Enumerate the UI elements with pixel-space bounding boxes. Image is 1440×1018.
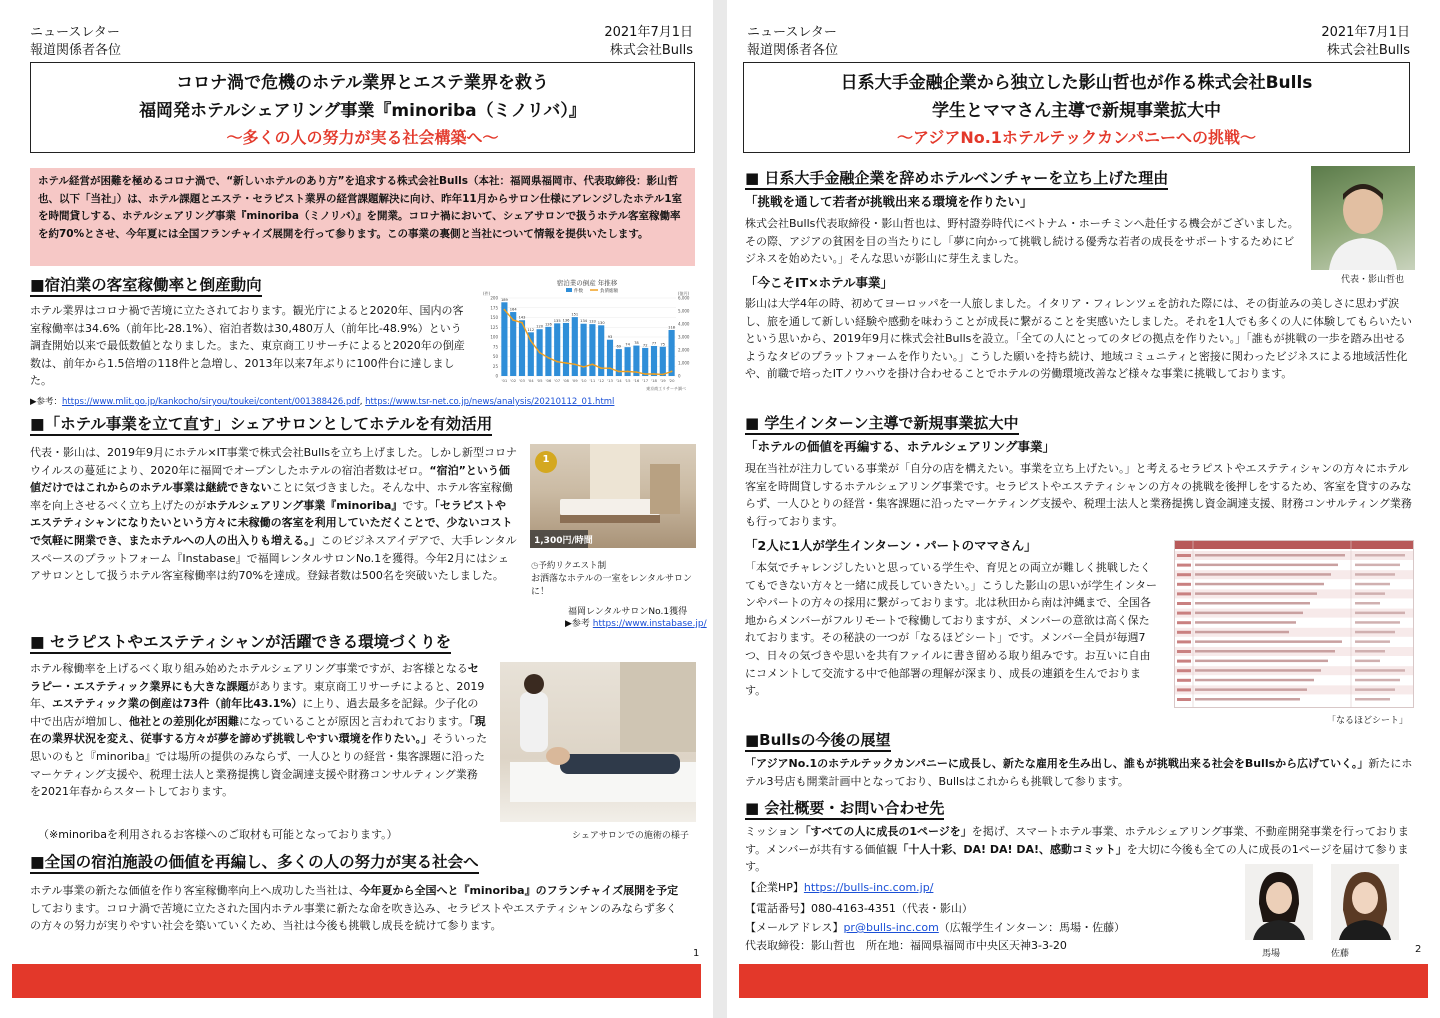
sheet-caption: 「なるほどシート」 [1327,716,1409,726]
x-tick-label: '17 [642,378,649,383]
newsletter-label: ニュースレター [30,25,120,40]
lead-summary: ホテル経営が困難を極めるコロナ渦で、“新しいホテルのあり方”を追求する株式会社Bulls（本社：福岡県福岡市、代表取締役：影山哲也、以下「当社」）は、ホテル課題とエステ・セラピスト業界の経営課題解決に向け、昨年11月からサロン仕様にアレンジしたホテル1室を時間貸しする、ホテルシェアリング事業『minoriba（ミノリバ）』を開業。コロナ禍において、シェアサロンで扱うホテル客室稼働率を約70%とさせ、今年夏には全国フランチャイズ展開を行って参ります。この事業の裏側と当社について情報を提供いたします。 [30,168,695,266]
sheet-cell [1195,583,1324,586]
y-tick-label: 125 [490,324,498,330]
hp-line [745,879,1245,897]
hp-link[interactable]: https://bulls-inc.com.jp/ [803,881,934,894]
debt-point [618,371,620,373]
values-text: 「十人十彩、DA! DA! DA!、感動コミット」 [897,842,1127,856]
page-number: 1 [693,948,700,959]
sheet-cell [1177,660,1191,663]
s2-text-a: 代表・影山は、2019年9月にホテル×IT事業で株式会社Bullsを立ち上げました。しかし新型コロナウイルスの蔓延により、2020年に福岡でオープンしたホテルの宿泊者数はゼロ。 [30,446,517,477]
naruhodo-sheet-image [1174,540,1414,708]
newsletter-page-1 [0,0,713,1018]
staff-photo-sato [1331,864,1399,940]
booking-note [531,559,606,571]
staff-portrait-sato [1331,864,1399,940]
debt-point [662,374,664,376]
ceo-portrait-illustration [1311,166,1415,270]
section-heading-therapists: ■ セラピストやエステティシャンが活躍できる環境づくりを [30,632,451,654]
mail-link[interactable]: pr@bulls-inc.com [843,921,939,934]
debt-point [671,371,673,373]
treatment-caption: シェアサロンでの施術の様子 [572,831,689,841]
salon-room-photo [530,444,696,548]
title-line-1: 日系大手金融企業から独立した影山哲也が作る株式会社Bulls [840,73,1313,93]
s3-text-f: 他社との差別化が困難 [129,714,239,728]
reference-line-1 [30,396,670,408]
bar-y08 [563,323,569,376]
mail-line [745,919,1245,937]
x-tick-label: '02 [510,378,517,383]
x-tick-label: '06 [545,378,552,383]
sheet-cell [1355,640,1390,643]
hp-label: 【企業HP】 [745,881,804,894]
header-right [1321,24,1410,60]
sheet-cell [1177,592,1191,595]
bar-value-label: 130 [597,320,605,325]
title-box [743,62,1410,153]
page-number: 2 [1415,944,1422,955]
x-tick-label: '15 [624,378,631,383]
subheading-staff: 「2人に1人が学生インターン・パートのママさん」 [745,538,1037,553]
title-line-2: 福岡発ホテルシェアリング事業『minoriba（ミノリバ）』 [139,101,586,121]
title-subtitle: 〜アジアNo.1ホテルテックカンパニーへの挑戦〜 [896,128,1257,147]
newsletter-page-2 [727,0,1440,1018]
sheet-header-row [1175,541,1414,549]
bar-value-label: 136 [562,318,570,323]
sheet-cell [1355,564,1400,567]
sheet-cell [1355,612,1405,615]
sheet-cell [1177,583,1191,586]
staff-photo-baba [1245,864,1313,940]
s3-text-c: があります。東京商工リサーチによると、2019年、 [30,679,485,711]
s3-text-b: セラピー・エステティック業界にも大きな課題 [30,662,479,693]
sheet-cell [1195,631,1289,634]
bar-value-label: 189 [500,297,508,302]
sheet-cell [1195,660,1328,663]
ceo-photo [1311,166,1415,270]
sheet-cell [1195,669,1321,672]
bar-value-label: 69 [616,344,622,349]
debt-point [539,352,541,354]
y-tick-label: 0 [495,373,498,379]
y2-tick-label: 1,000 [678,360,690,366]
x-tick-label: '13 [607,378,613,383]
y-tick-label: 175 [490,305,498,311]
debt-point [504,309,506,311]
bar-value-label: 143 [518,315,526,320]
reference-link-tsr[interactable]: https://www.tsr-net.co.jp/news/analysis/20210112_01.html [365,397,615,407]
sheet-cell [1355,573,1395,576]
treatment-photo [500,662,696,822]
s4-text-a: ホテル事業の新たな価値を作り客室稼働率向上へ成功した当社は、 [30,884,360,897]
y2-tick-label: 5,000 [678,308,690,314]
header-left [747,24,838,60]
bar-y10 [581,324,587,376]
section-body-hotel-sharing [30,444,517,630]
y2-tick-label: 4,000 [678,321,690,327]
right-axis-unit: (億円) [678,291,690,296]
sheet-cell [1355,650,1385,653]
sheet-cell [1177,621,1191,624]
mail-label: 【メールアドレス】 [745,921,844,934]
instabase-link[interactable]: https://www.instabase.jp/ [592,619,707,629]
body-hotel-sharing: 現在当社が注力している事業が「自分の店を構えたい。事業を立ち上げたい。」と考えるセラピストやエステティシャンの方々にホテル客室を時間貸しするホテルシェアリング事業です。セラピストやエステティシャンの方々の挑戦を後押しをするため、客室を貸すのみならず、一人ひとりの経営・集客課題に沿ったマーケティング支援や、税理士法人と業務提携し資金調達支援、財務コンサルティング業務も行っております。 [745,462,1412,528]
y2-tick-label: 3,000 [678,334,690,340]
section-body-nationwide [30,882,685,954]
section-heading-nationwide: ■全国の宿泊施設の価値を再編し、多くの人の努力が実る社会へ [30,852,479,874]
sheet-cell [1355,660,1380,663]
sheet-cell [1355,583,1390,586]
bar-value-label: 77 [651,341,657,346]
s3-text-d: エステティック業の倒産は73件（前年比43.1%） [52,697,303,711]
date-label: 2021年7月1日 [1321,25,1410,40]
x-tick-label: '16 [633,378,640,383]
x-tick-label: '19 [659,378,666,383]
section-heading-hotel-sharing: ■「ホテル事業を立て直す」シェアサロンとしてホテルを有効活用 [30,414,492,436]
audience-label: 報道関係者各位 [30,43,122,58]
sheet-cell [1355,592,1385,595]
sheet-cell [1177,698,1191,701]
bar-value-label: 133 [588,319,596,324]
footer-bar [739,964,1428,998]
body-mission [745,823,1415,877]
treatment-illustration [500,662,696,822]
sheet-cell [1177,640,1191,643]
sheet-cell [1177,554,1191,557]
bar-value-label: 151 [571,312,579,317]
ceo-photo-caption: 代表・影山哲也 [1341,275,1405,285]
bar-y06 [545,327,551,376]
tel-label: 【電話番号】 [745,902,811,915]
company-label: 株式会社Bulls [1326,43,1410,58]
legend-swatch-count [566,288,572,292]
sheet-cell [1177,631,1191,634]
title-box [30,62,695,153]
s3-text-h: 「現在の業界状況を変え、従事する方々が夢を諦めず挑戦しやすい環境を作りたい。」 [30,714,486,746]
x-tick-label: '20 [668,378,675,383]
sheet-cell [1195,679,1314,682]
sheet-cell [1195,573,1331,576]
instabase-ref [565,616,707,629]
footer-bar [12,964,701,998]
sheet-cell [1177,688,1191,691]
mission-text: 「すべての人に成長の1ページを」 [799,825,972,838]
sheet-cell [1195,698,1300,701]
bar-y01 [501,302,507,376]
outlook-plan: 新たにホテル3号店も開業計画中となっており、Bullsはこれからも挑戦して参ります。 [745,757,1413,788]
award-caption: 福岡レンタルサロンNo.1獲得 [568,607,688,617]
bar-y18 [651,346,657,376]
chart-title: 宿泊業の倒産 年推移 [556,279,618,287]
sheet-cell [1355,698,1390,701]
s2-text-g: このビジネスアイデアで、大手レンタルスペースのプラットフォーム『Instabase』で福岡レンタルサロンNo.1を獲得。今年2月にはシェアサロンとして扱うホテル客室稼働率は約70%を達成。登録者数は500名を突破いたしました。 [30,533,517,583]
audience-label: 報道関係者各位 [747,43,839,58]
body-staff: 「本気でチャレンジしたいと思っている学生や、育児との両立が難しく挑戦したくてもできない方々と一緒に成長していきたい。」こうした影山の思いが学生インターンやパートの方々の採用に繋がっております。北は秋田から南は沖縄まで、全国各地からメンバーがフルリモートで稼働しておりますが、メンバーの意欲は高く保たれております。その秘訣の一つが「なるほどシート」です。メンバー全員が毎週7つ、日々の気づきや思いを共有ファイルに書き留める取り組みです。お互いに自由にコメントして交流する中で他部署の理解が深まり、成長の連鎖を生んでおります。 [745,561,1158,698]
subheading-hotel-sharing: 「ホテルの価値を再編する、ホテルシェアリング事業」 [745,439,1055,454]
bar-y17 [642,348,648,376]
mission-label: ミッション [745,825,800,838]
booking-label: 予約リクエスト制 [538,561,607,571]
debt-point [521,322,523,324]
bar-value-label: 126 [544,322,552,327]
debt-point [636,371,638,373]
x-tick-label: '08 [563,378,569,383]
header-left [30,24,121,60]
debt-point [653,373,655,375]
date-label: 2021年7月1日 [604,25,693,40]
staff-name-sato: 佐藤 [1331,949,1350,959]
bar-value-label: 93 [607,335,613,340]
body-challenge: 株式会社Bulls代表取締役・影山哲也は、野村證券時代にベトナム・ホーチミンへ赴任する機会がございました。その際、アジアの貧困を目の当たりにし「夢に向かって挑戦し続ける優秀な若者の成長をサポートするためにビジネスを始めたい。」そんな思いが影山に芽生えました。 [745,217,1299,266]
s4-text-b: 今年夏から全国へと『minoriba』のフランチャイズ展開を予定 [359,884,679,897]
x-tick-label: '07 [554,378,561,383]
section-body-occupancy: ホテル業界はコロナ禍で苦境に立たされております。観光庁によると2020年、国内の客室稼働率は34.6%（前年比-28.1%）、宿泊者数は30,480万人（前年比-48.9%）という調査開始以来で最低数値となりました。また、東京商工リサーチによると2020年の倒産数は、前年から1.5倍増の118件と急増し、2013年以来7年ぶりに100件台に達しました。 [30,304,465,388]
mail-note: （広報学生インターン：馬場・佐藤） [938,921,1126,934]
s3-text-e: に上り、過去最多を記録。少子化の中で出店が増加し、 [30,697,479,728]
debt-point [592,363,594,365]
s2-text-c: ことに気づきました。そんな中、ホテル客室稼働率を向上させるべく立ち上げたのが [30,481,513,512]
debt-point [644,373,646,375]
s3-text-g: になっていることが原因と言われております。 [239,714,470,728]
title-line-1: コロナ渦で危機のホテル業界とエステ業界を救う [176,73,549,93]
sheet-cell [1177,612,1191,615]
chart-source: 東京商工リサーチ調べ [646,386,686,391]
debt-point [583,366,585,368]
salon-photo-caption: お洒落なホテルの一室をレンタルサロンに！ [531,574,692,597]
bar-value-label: 135 [553,318,561,323]
section-heading-interns: ■ 学生インターン主導で新規事業拡大中 [745,413,1019,435]
newsletter-label: ニュースレター [747,25,837,40]
sheet-cell [1177,679,1191,682]
title-subtitle: 〜多くの人の努力が実る社会構築へ〜 [226,128,499,147]
sheet-cell [1195,554,1345,557]
sheet-cell [1355,602,1380,605]
debt-point [565,362,567,364]
sheet-cell [1195,592,1317,595]
sheet-cell [1195,612,1303,615]
x-tick-label: '03 [519,378,525,383]
bar-y07 [554,323,560,376]
s2-text-f: 「セラピストやエステティシャンになりたいという方々に未稼働の客室を利用していただくことで、少ないコストで気軽に開業でき、またホテルへの人の出入りも増える。」 [30,498,513,547]
sheet-cell [1195,650,1335,653]
y2-tick-label: 6,000 [678,295,690,301]
company-label: 株式会社Bulls [609,43,693,58]
sheet-cell [1195,621,1296,624]
sheet-cell [1195,688,1307,691]
x-tick-label: '05 [536,378,543,383]
clock-icon: ◷ [531,561,539,571]
mission-rest: を掲げ、スマートホテル事業、ホテルシェアリング事業、不動産開発事業を行っております。メンバーが共有する価値観 [745,825,1409,856]
bar-y19 [660,347,666,376]
x-tick-label: '10 [580,378,587,383]
debt-point [627,371,629,373]
y-tick-label: 50 [492,354,498,359]
sheet-cell [1355,688,1395,691]
sheet-cell [1177,650,1191,653]
sheet-cell [1177,602,1191,605]
staff-name-baba: 馬場 [1262,949,1281,959]
reference-label: ▶参考： [30,397,63,407]
section-heading-company: ■ 会社概要・お問い合わせ先 [745,798,944,820]
left-axis-unit: (件) [483,291,491,296]
x-tick-label: '14 [615,378,622,383]
debt-point [574,363,576,365]
interview-note: （※minoribaを利用されるお客様へのご取材も可能となっております。） [38,828,398,841]
debt-point [600,367,602,369]
sheet-cell [1177,573,1191,576]
bar-y20 [669,330,675,376]
debt-point [548,357,550,359]
rep-line: 代表取締役：影山哲也 所在地：福岡県福岡市中央区天神3-3-20 [745,939,1067,952]
s2-text-d: ホテルシェアリング事業『minoriba』 [206,498,403,512]
x-tick-label: '04 [527,378,534,383]
reference-sep: , [359,397,366,407]
s4-text-c: しております。コロナ渦で苦境に立たされた国内ホテル事業に新たな命を吹き込み、セラピストやエステティシャンのみならず多くの方々の努力が実りやすい社会を築いていくため、当社は今後も挑戦し成長を続けて参ります。 [30,901,677,933]
bar-y02 [510,312,516,376]
debt-point [556,361,558,363]
spreadsheet-illustration [1175,541,1414,708]
legend-label-count: 件数 [574,289,583,294]
section-heading-occupancy: ■宿泊業の客室稼働率と倒産動向 [30,275,262,297]
x-tick-label: '18 [651,378,657,383]
x-tick-label: '01 [501,378,508,383]
s3-text-i: そういった思いのもと『minoriba』では場所の提供のみならず、一人ひとりの経営・集客課題に沿ったマーケティング支援や、税理士法人と業務提携し資金調達支援や財務コンサルティング業務を2021年春からスタートしております。 [30,732,488,799]
bar-value-label: 78 [634,341,639,346]
y2-tick-label: 2,000 [678,347,690,353]
bar-value-label: 118 [668,325,676,330]
debt-point [512,319,514,321]
y-tick-label: 100 [490,334,498,340]
section-body-therapists [30,660,488,828]
legend-label-debt: 負債総額 [600,289,618,294]
bar-value-label: 120 [536,324,544,329]
body-it-hotel: 影山は大学4年の時、初めてヨーロッパを一人旅しました。イタリア・フィレンツェを訪れた際には、その街並みの美しさに思わず涙し、旅を通して新しい経験や感動を味わうことが成長に繋がることを実感いたしました。それを1人でも多くの人に体験してもらいたいという思いから、2019年9月に株式会社Bullsを設立。「全ての人にとってのタビの拠点を作りたい。」「誰もが挑戦の一歩を踏み出せるようなタビのプラットフォームを作りたい。」こうした願いを持ち続け、地域コミュニティと密接に関わったビジネスによる地域活性化や、前職で培ったITノウハウを掛け合わせることでホテルの労働環境改善など様々な事業に挑戦しております。 [745,297,1412,381]
x-tick-label: '11 [589,378,596,383]
bar-value-label: 74 [625,342,630,347]
y-tick-label: 75 [492,344,498,350]
sheet-cell [1355,621,1400,624]
values-rest: を大切に今後も全ての人に成長の1ページを届けて参ります。 [745,842,1409,874]
s2-text-e: です。 [402,498,435,512]
bar-value-label: 72 [642,343,648,348]
price-tag: 1,300円/時間 [534,536,593,546]
rank-badge: 1 [542,454,550,465]
bankruptcy-chart [480,276,694,394]
outlook-vision: 「アジアNo.1のホテルテックカンパニーに成長し、新たな雇用を生み出し、誰もが挑戦出来る社会をBullsから広げていく。」 [745,757,1369,770]
header-right [604,24,693,60]
instabase-ref-label: ▶参考 [565,619,593,629]
sheet-cell [1195,602,1310,605]
sheet-cell [1355,554,1405,557]
y-tick-label: 200 [490,295,498,301]
subheading-challenge: 「挑戦を通して若者が挑戦出来る環境を作りたい」 [745,194,1033,209]
bar-y04 [528,332,534,376]
s3-text-a: ホテル稼働率を上げるべく取り組み始めたホテルシェアリング事業ですが、お客様となる [30,662,468,675]
s2-text-b: “宿泊”という価値だけではこれからのホテル事業は継続できない [30,463,510,495]
x-tick-label: '12 [598,378,605,383]
staff-portrait-baba [1245,864,1313,940]
sheet-cell [1177,564,1191,567]
title-line-2: 学生とママさん主導で新規事業拡大中 [932,101,1221,121]
bar-y09 [572,317,578,376]
bar-y11 [589,324,595,376]
body-outlook [745,755,1415,791]
bar-value-label: 112 [527,327,535,332]
bar-value-label: 75 [660,342,666,347]
y-tick-label: 25 [492,363,498,369]
sheet-cell [1177,669,1191,672]
subheading-it-hotel: 「今こそIT×ホテル事業」 [745,275,894,290]
bar-value-label: 134 [580,319,588,324]
debt-point [530,340,532,342]
debt-point [609,367,611,369]
tel-line [745,900,1245,918]
bar-value-label: 164 [509,307,517,312]
reference-link-mlit[interactable]: https://www.mlit.go.jp/kankocho/siryou/toukei/content/001388426.pdf [62,397,360,407]
sheet-cell [1195,640,1342,643]
sheet-cell [1355,669,1405,672]
x-tick-label: '09 [571,378,578,383]
sheet-cell [1355,679,1400,682]
section-heading-outlook: ■Bullsの今後の展望 [745,730,891,752]
y2-tick-label: 0 [678,373,681,379]
y-tick-label: 150 [490,315,498,320]
section-heading-founding: ■ 日系大手金融企業を辞めホテルベンチャーを立ち上げた理由 [745,168,1168,190]
bar-y13 [607,340,613,376]
tel-value: 080-4163-4351（代表・影山） [811,902,973,915]
sheet-cell [1195,564,1338,567]
sheet-cell [1355,631,1395,634]
